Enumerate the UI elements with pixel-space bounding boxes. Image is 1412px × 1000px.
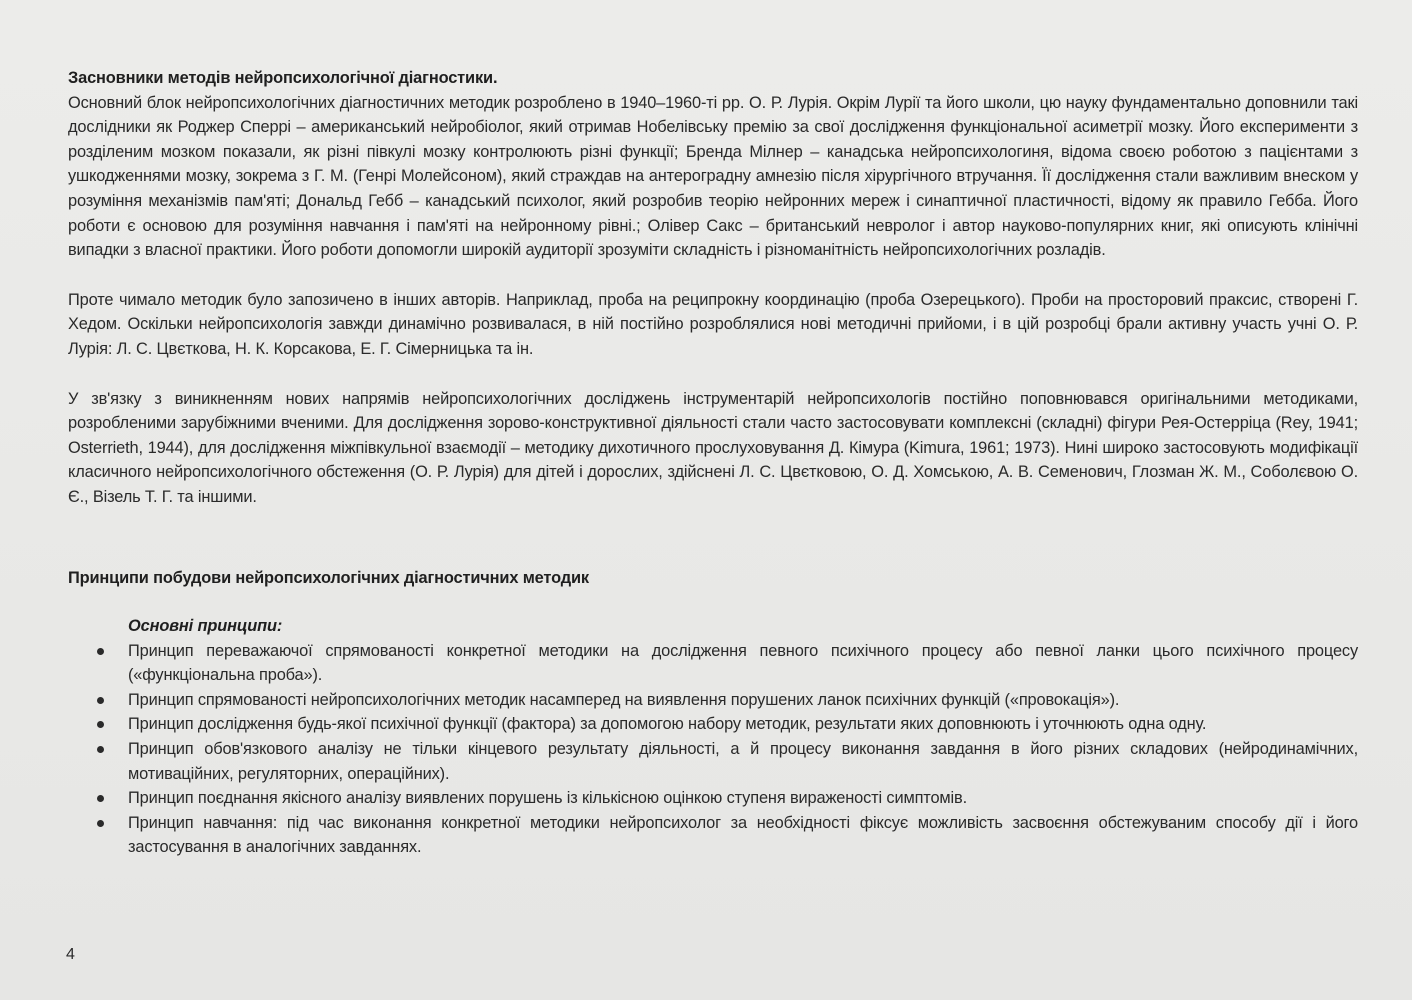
list-item-text: Принцип дослідження будь-якої психічної функції (фактора) за допомогою набору методик, результати яких доповнюють і уточнюють одна одну.: [128, 715, 1207, 734]
subsection-title-main-principles: Основні принципи:: [128, 617, 283, 636]
bullet-icon: [97, 648, 104, 655]
list-item: [128, 737, 1358, 786]
list-item-text: Принцип поєднання якісного аналізу виявлених порушень із кількісною оцінкою ступеня вираженості симптомів.: [128, 789, 967, 808]
section-title-principles: Принципи побудови нейропсихологічних діагностичних методик: [68, 568, 589, 587]
list-item: [128, 786, 1358, 811]
bullet-icon: [97, 721, 104, 728]
list-item: [128, 688, 1358, 713]
list-item: [128, 811, 1358, 860]
principles-list: [68, 639, 1358, 860]
page-number: 4: [66, 946, 75, 963]
paragraph-new-directions: У зв'язку з виникненням нових напрямів нейропсихологічних досліджень інструментарій нейропсихологів постійно поповнювався оригінальними методиками, розробленими зарубіжними вченими. Для дослідження зорово-конструктивної діяльності стали часто застосовувати комплексні (складні) фігури Рея-Остерріца (Rey, 1941; Osterrieth, 1944), для дослідження міжпівкульної взаємодії – методику дихотичного прослуховування Д. Кімура (Kimura, 1961; 1973). Нині широко застосовують модифікації класичного нейропсихологічного обстеження (О. Р. Лурія) для дітей і дорослих, здійснені Л. С. Цвєтковою, О. Д. Хомською, А. В. Семенович, Глозман Ж. М., Соболєвою О. Є., Візель Т. Г. та іншими.: [68, 389, 1358, 506]
bullet-icon: [97, 746, 104, 753]
bullet-icon: [97, 697, 104, 704]
paragraph-founders: Основний блок нейропсихологічних діагностичних методик розроблено в 1940–1960-ті рр. О. Р. Лурія. Окрім Лурії та його школи, цю науку фундаментально доповнили такі дослідники як Роджер Сперрі – американський нейробіолог, який отримав Нобелівську премію за свої дослідження функціональної асиметрії мозку. Його експерименти з розділеним мозком показали, як різні півкулі мозку контролюють різні функції; Бренда Мілнер – канадська нейропсихологиня, відома своєю роботою з пацієнтами з ушкодженнями мозку, зокрема з Г. М. (Генрі Молейсоном), який страждав на антероградну амнезію після хірургічного втручання. Її дослідження стали важливим внеском у розуміння механізмів пам'яті; Дональд Гебб – канадський психолог, який розробив теорію нейронних мереж і синаптичної пластичності, відому як правило Гебба. Його роботи є основою для розуміння навчання і пам'яті на нейронному рівні.; Олівер Сакс – британський невролог і автор науково-популярних книг, які описують клінічні випадки з власної практики. Його роботи допомогли широкій аудиторії зрозуміти складність і різноманітність нейропсихологічних розладів.: [68, 93, 1358, 260]
list-item-text: Принцип навчання: під час виконання конкретної методики нейропсихолог за необхідності фіксує можливість засвоєння обстежуваним способу дії і його застосування в аналогічних завданнях.: [128, 813, 1358, 857]
list-item-text: Принцип переважаючої спрямованості конкретної методики на дослідження певного психічного процесу або певної ланки цього психічного процесу («функціональна проба»).: [128, 641, 1358, 685]
list-item: [128, 712, 1358, 737]
bullet-icon: [97, 820, 104, 827]
section-title-founders: Засновники методів нейропсихологічної діагностики.: [68, 69, 498, 87]
page-content: [68, 66, 1358, 860]
list-item-text: Принцип обов'язкового аналізу не тільки кінцевого результату діяльності, а й процесу виконання завдання в його різних складових (нейродинамічних, мотиваційних, регуляторних, операційних).: [128, 740, 1358, 783]
bullet-icon: [97, 795, 104, 802]
list-item: [128, 639, 1358, 688]
paragraph-borrowed-methods: Проте чимало методик було запозичено в інших авторів. Наприклад, проба на реципрокну координацію (проба Озерецького). Проби на просторовий праксис, створені Г. Хедом. Оскільки нейропсихологія завжди динамічно розвивалася, в ній постійно розроблялися нові методичні прийоми, і в цій розробці брали активну участь учні О. Р. Лурія: Л. С. Цвєткова, Н. К. Корсакова, Е. Г. Сімерницька та ін.: [68, 290, 1358, 358]
list-item-text: Принцип спрямованості нейропсихологічних методик насамперед на виявлення порушених ланок психічних функцій («провокація»).: [128, 690, 1120, 709]
